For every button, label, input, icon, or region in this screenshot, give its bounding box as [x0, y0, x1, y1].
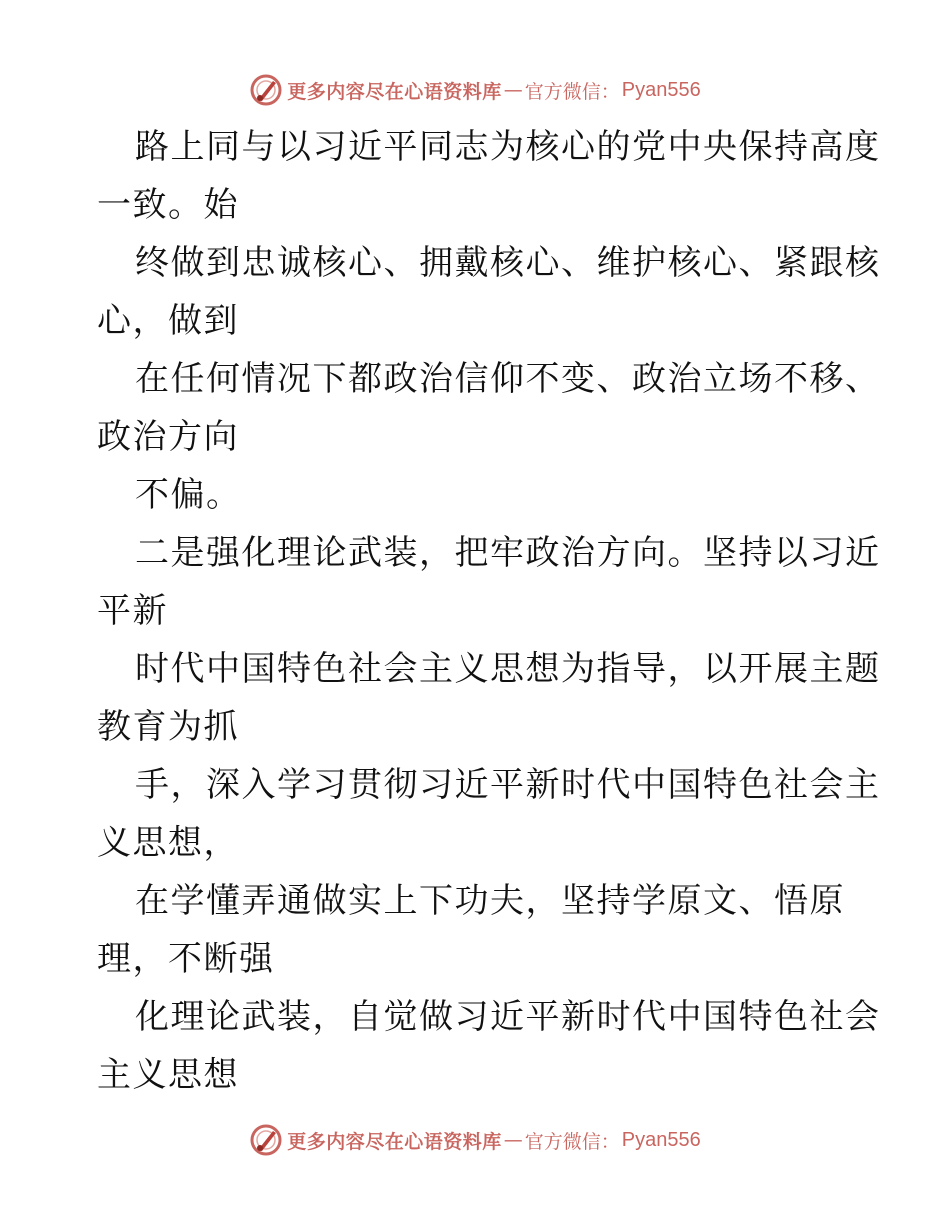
footer-banner: [0, 1120, 950, 1160]
banner-wechat-id: Pyan556: [621, 1128, 701, 1151]
header-banner: [0, 70, 950, 110]
text-line: 义思想，: [97, 823, 239, 863]
brush-logo-icon: [249, 1123, 283, 1157]
banner-dash: —: [503, 79, 523, 101]
banner-site-text: 更多内容尽在心语资料库: [287, 80, 502, 103]
banner-wechat-label: 官方微信：: [524, 1130, 620, 1153]
text-line: 政治方向: [97, 417, 239, 457]
text-line: 教育为抓: [97, 707, 239, 747]
banner-site-text: 更多内容尽在心语资料库: [287, 1130, 502, 1153]
text-line: 主义思想: [97, 1055, 239, 1095]
banner-wechat-id: Pyan556: [621, 78, 701, 101]
text-line: 路上同与以习近平同志为核心的党中央保持高度: [135, 127, 881, 167]
banner-wechat-label: 官方微信：: [524, 80, 620, 103]
banner-dash: —: [503, 1129, 523, 1151]
text-line: 理，不断强: [97, 939, 275, 979]
text-line: 在学懂弄通做实上下功夫，坚持学原文、悟原: [135, 881, 845, 921]
document-body: [97, 118, 881, 1104]
text-line: 不偏。: [135, 475, 242, 515]
text-line: 心，做到: [97, 301, 239, 341]
brush-logo-icon: [249, 73, 283, 107]
text-line: 平新: [97, 591, 168, 631]
text-line: 化理论武装，自觉做习近平新时代中国特色社会: [135, 997, 881, 1037]
text-line: 二是强化理论武装，把牢政治方向。坚持以习近: [135, 533, 881, 573]
text-line: 一致。始: [97, 185, 239, 225]
text-line: 终做到忠诚核心、拥戴核心、维护核心、紧跟核: [135, 243, 881, 283]
text-line: 手，深入学习贯彻习近平新时代中国特色社会主: [135, 765, 881, 805]
text-line: 在任何情况下都政治信仰不变、政治立场不移、: [135, 359, 881, 399]
text-line: 时代中国特色社会主义思想为指导，以开展主题: [135, 649, 881, 689]
